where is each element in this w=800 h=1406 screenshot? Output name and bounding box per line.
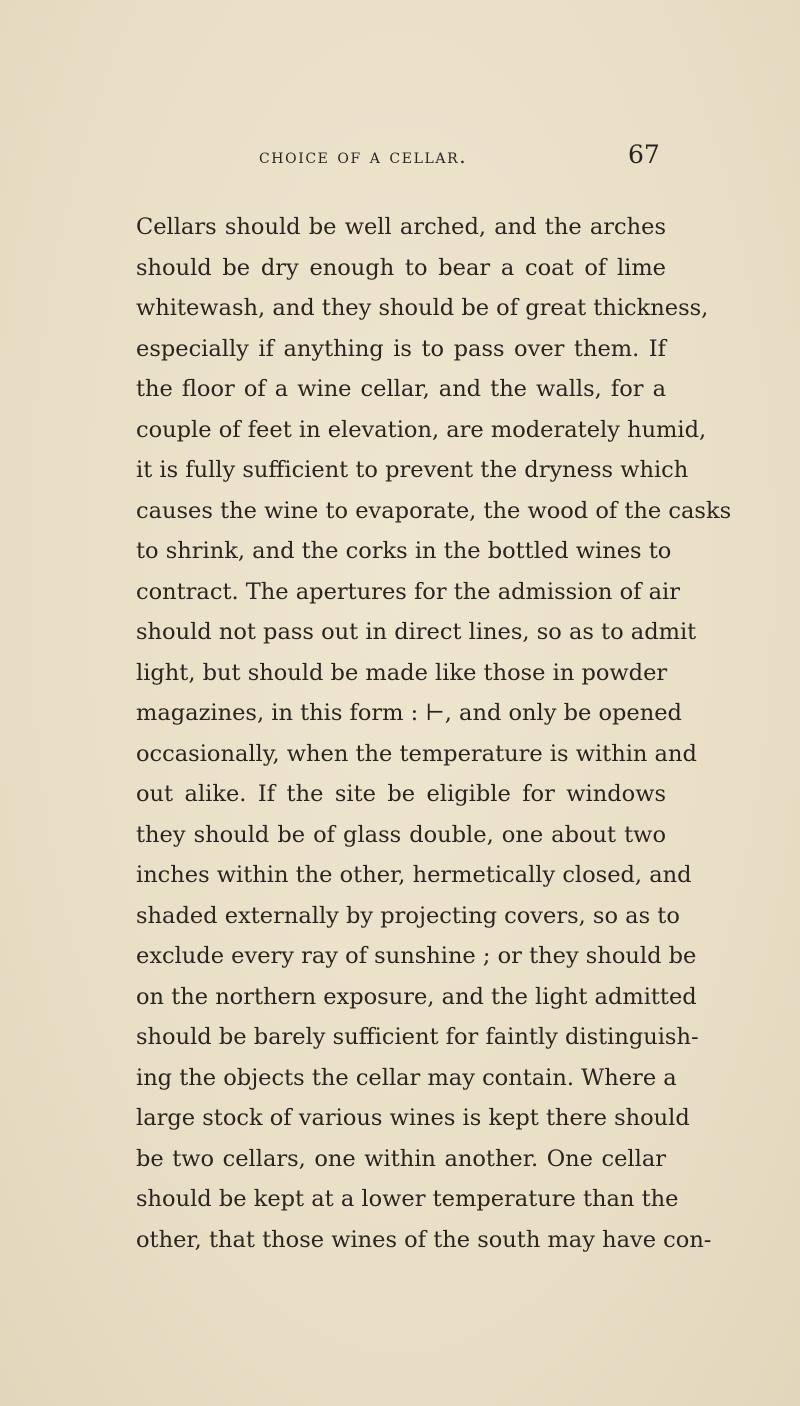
text-line: shaded externally by projecting covers, so as to: [136, 902, 680, 929]
text-line: ing the objects the cellar may contain. Where a: [136, 1064, 677, 1091]
text-line: should be kept at a lower temperature than the: [136, 1186, 679, 1212]
text-line: it is fully sufficient to prevent the dryness which: [136, 457, 689, 483]
text-line: out alike. If the site be eligible for windows: [136, 781, 666, 807]
page-number: 67: [628, 140, 660, 169]
text-line: other, that those wines of the south may have con-: [136, 1226, 712, 1253]
text-line: should not pass out in direct lines, so as to admit: [136, 619, 697, 645]
text-line: contract. The apertures for the admission of air: [136, 578, 680, 605]
text-line: large stock of various wines is kept there should: [136, 1105, 690, 1131]
text-line: to shrink, and the corks in the bottled wines to: [136, 538, 672, 564]
text-line: Cellars should be well arched, and the arches: [136, 214, 666, 240]
text-line: should be barely sufficient for faintly distinguish-: [136, 1024, 699, 1050]
text-line: light, but should be made like those in powder: [136, 659, 668, 686]
text-line: especially if anything is to pass over them. If: [136, 335, 666, 362]
text-line: they should be of glass double, one about two: [136, 821, 666, 848]
running-header: [0, 140, 800, 180]
text-line: occasionally, when the temperature is within and: [136, 740, 697, 767]
text-line: magazines, in this form : ⊢, and only be opened: [136, 700, 682, 726]
text-line: whitewash, and they should be of great thickness,: [136, 295, 709, 321]
body-paragraph: [136, 207, 732, 1260]
text-line: exclude every ray of sunshine ; or they should be: [136, 943, 697, 969]
running-title: choice of a cellar.: [259, 144, 468, 168]
text-line: inches within the other, hermetically closed, and: [136, 862, 692, 888]
text-line: the floor of a wine cellar, and the walls, for a: [136, 376, 666, 402]
text-line: causes the wine to evaporate, the wood of the casks: [136, 497, 732, 524]
text-line: be two cellars, one within another. One cellar: [136, 1145, 666, 1172]
text-line: couple of feet in elevation, are moderately humid,: [136, 416, 707, 443]
text-line: on the northern exposure, and the light admitted: [136, 983, 697, 1010]
text-line: should be dry enough to bear a coat of lime: [136, 254, 666, 281]
